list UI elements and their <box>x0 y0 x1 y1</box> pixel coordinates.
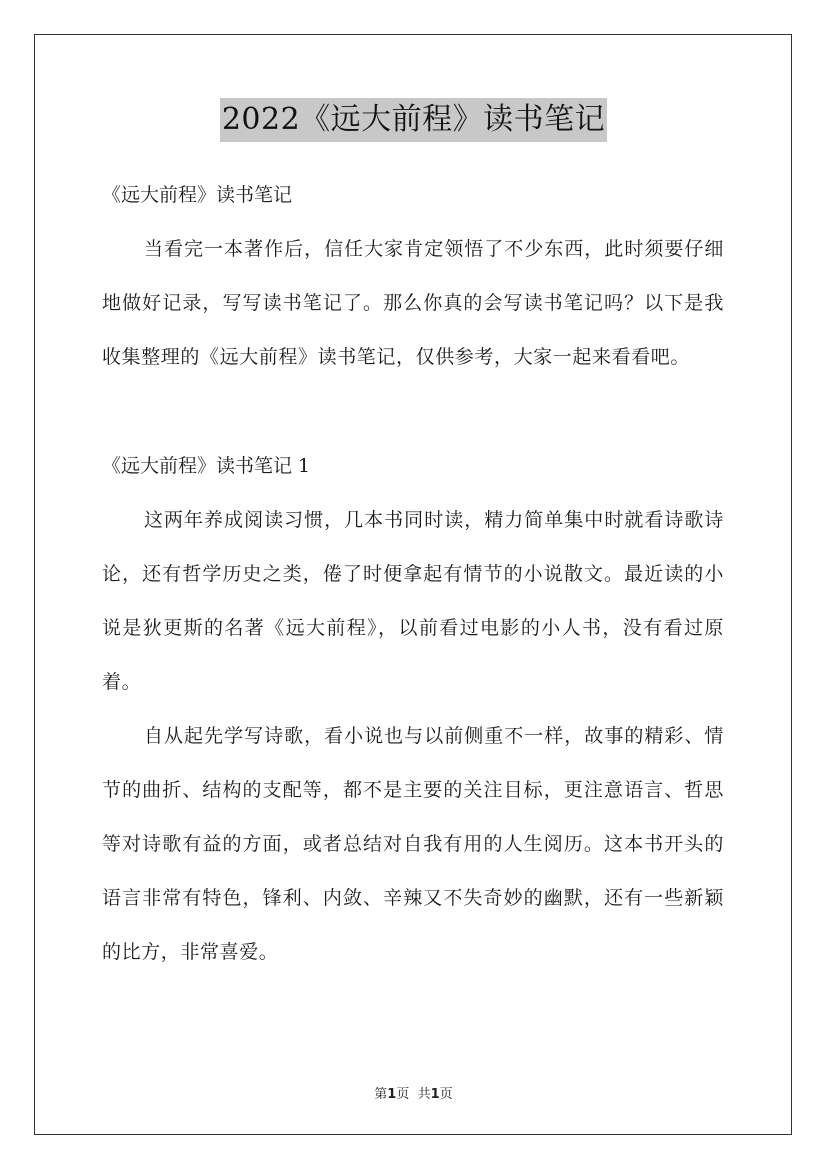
section1-heading: 《远大前程》读书笔记 1 <box>102 455 311 477</box>
footer-total-number: 1 <box>430 1087 440 1102</box>
intro-heading: 《远大前程》读书笔记 <box>102 184 293 206</box>
section-spacer <box>102 384 724 436</box>
footer-total-prefix: 共 <box>417 1087 431 1102</box>
footer-page-prefix: 第 <box>374 1087 388 1102</box>
footer-page-number: 1 <box>387 1087 397 1102</box>
title-container <box>0 98 827 142</box>
footer-total-suffix: 页 <box>439 1087 453 1102</box>
intro-paragraph: 当看完一本著作后，信任大家肯定领悟了不少东西，此时须要仔细地做好记录，写写读书笔记了。那么你真的会写读书笔记吗？以下是我收集整理的《远大前程》读书笔记，仅供参考，大家一起来看看吧。 <box>102 238 724 368</box>
section1-paragraph-1: 这两年养成阅读习惯，几本书同时读，精力简单集中时就看诗歌诗论，还有哲学历史之类，倦了时便拿起有情节的小说散文。最近读的小说是狄更斯的名著《远大前程》，以前看过电影的小人书，没有看过原着。 <box>102 509 724 693</box>
footer-page-suffix: 页 <box>396 1087 410 1102</box>
page-footer <box>0 1083 827 1102</box>
document-title: 2022《远大前程》读书笔记 <box>220 98 607 142</box>
document-body <box>102 168 724 979</box>
section1-paragraph-2: 自从起先学写诗歌，看小说也与以前侧重不一样，故事的精彩、情节的曲折、结构的支配等，都不是主要的关注目标，更注意语言、哲思等对诗歌有益的方面，或者总结对自我有用的人生阅历。这本书开头的语言非常有特色，锋利、内敛、辛辣又不失奇妙的幽默，还有一些新颖 的比方，非常喜爱。 <box>102 725 724 963</box>
